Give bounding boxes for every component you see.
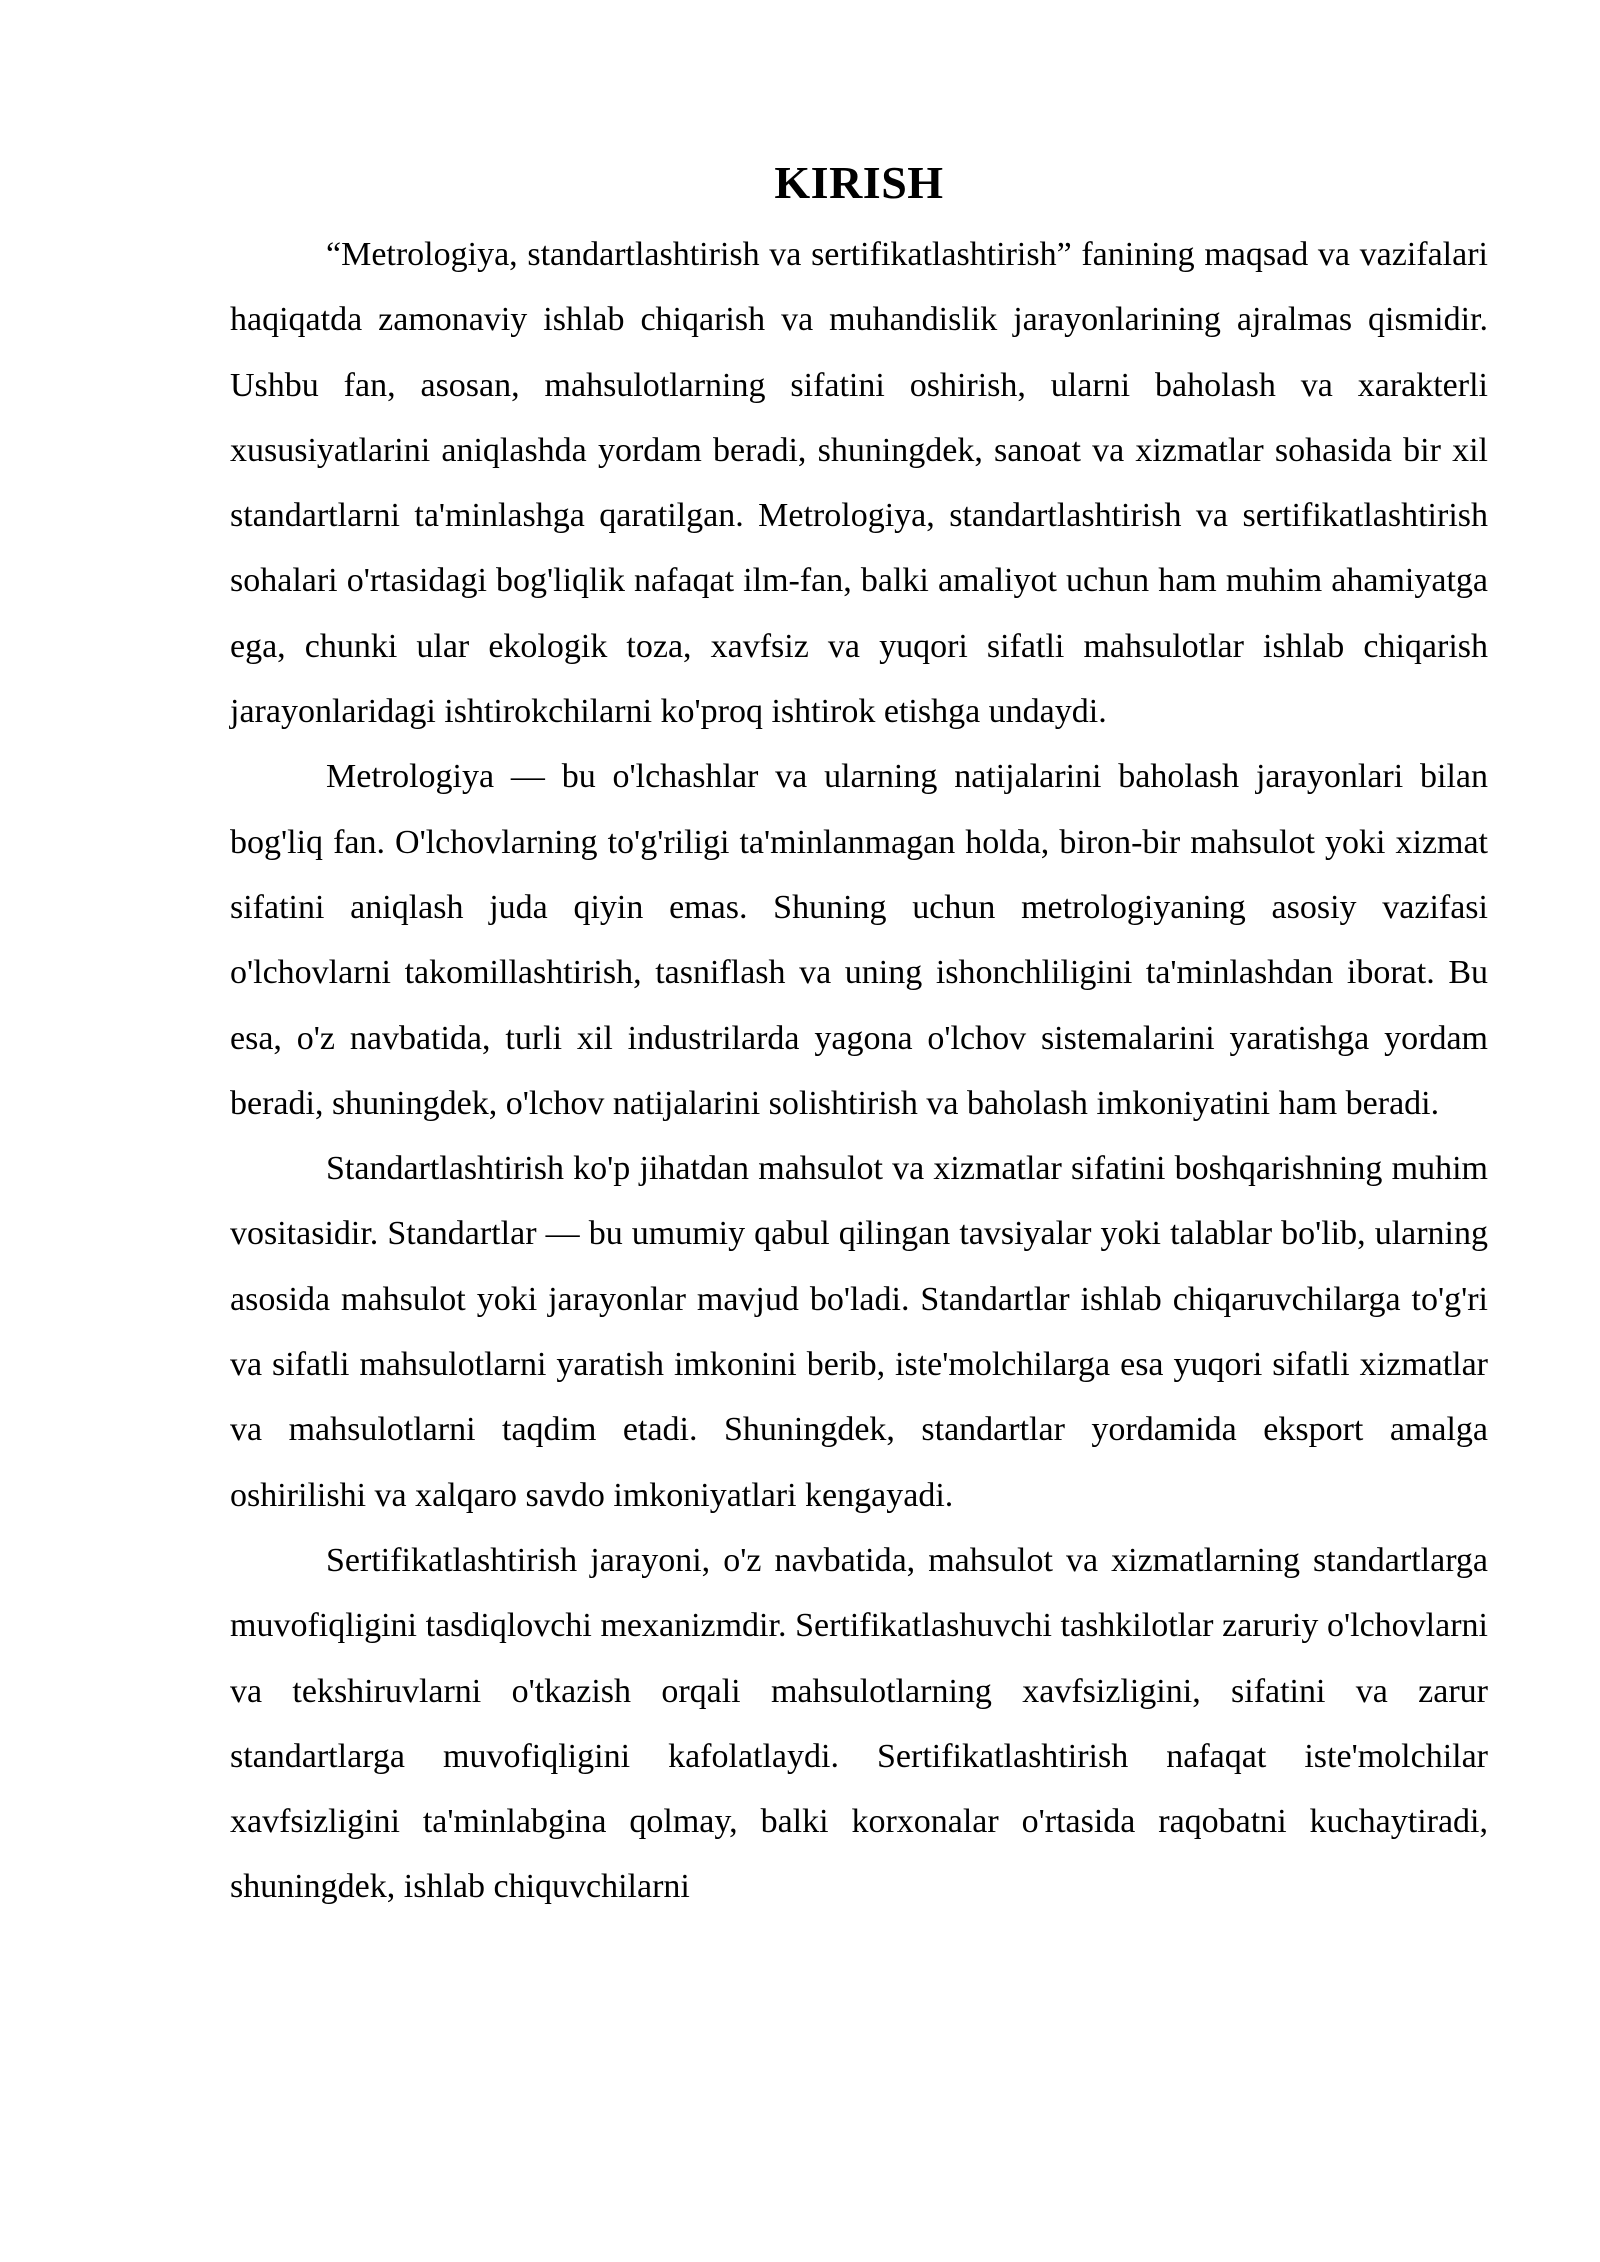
document-body — [230, 150, 1488, 1920]
page-title: KIRISH — [774, 157, 944, 208]
paragraph-standardization: Standartlashtirish ko'p jihatdan mahsulot va xizmatlar sifatini boshqarishning muhim vositasidir. Standartlar — bu umumiy qabul qilingan tavsiyalar yoki talablar bo'lib, ularning asosida mahsulot yoki jarayonlar mavjud bo'ladi. Standartlar ishlab chiqaruvchilarga to'g'ri va sifatli mahsulotlarni yaratish imkonini berib, iste'molchilarga esa yuqori sifatli xizmatlar va mahsulotlarni taqdim etadi. Shuningdek, standartlar yordamida eksport amalga oshirilishi va xalqaro savdo imkoniyatlari kengayadi. — [230, 1150, 1488, 1514]
paragraph-metrology: Metrologiya — bu o'lchashlar va ularning natijalarini baholash jarayonlari bilan bog'liq fan. O'lchovlarning to'g'riligi ta'minlanmagan holda, biron-bir mahsulot yoki xizmat sifatini aniqlash juda qiyin emas. Shuning uchun metrologiyaning asosiy vazifasi o'lchovlarni takomillashtirish, tasniflash va uning ishonchliligini ta'minlashdan iborat. Bu esa, o'z navbatida, turli xil industrilarda yagona o'lchov sistemalarini yaratishga yordam beradi, shuningdek, o'lchov natijalarini solishtirish va baholash imkoniyatini ham beradi. — [230, 758, 1488, 1122]
paragraph-intro: “Metrologiya, standartlashtirish va sertifikatlashtirish” fanining maqsad va vazifalari haqiqatda zamonaviy ishlab chiqarish va muhandislik jarayonlarining ajralmas qismidir. Ushbu fan, asosan, mahsulotlarning sifatini oshirish, ularni baholash va xarakterli xususiyatlarini aniqlashda yordam beradi, shuningdek, sanoat va xizmatlar sohasida bir xil standartlarni ta'minlashga qaratilgan. Metrologiya, standartlashtirish va sertifikatlashtirish sohalari o'rtasidagi bog'liqlik nafaqat ilm-fan, balki amaliyot uchun ham muhim ahamiyatga ega, chunki ular ekologik toza, xavfsiz va yuqori sifatli mahsulotlar ishlab chiqarish jarayonlaridagi ishtirokchilarni ko'proq ishtirok etishga undaydi. — [230, 236, 1488, 731]
paragraph-certification: Sertifikatlashtirish jarayoni, o'z navbatida, mahsulot va xizmatlarning standartlarga muvofiqligini tasdiqlovchi mexanizmdir. Sertifikatlashuvchi tashkilotlar zaruriy o'lchovlarni va tekshiruvlarni o'tkazish orqali mahsulotlarning xavfsizligini, sifatini va zarur standartlarga muvofiqligini kafolatlaydi. Sertifikatlashtirish nafaqat iste'molchilar xavfsizligini ta'minlabgina qolmay, balki korxonalar o'rtasida raqobatni kuchaytiradi, shuningdek, ishlab chiquvchilarni — [230, 1541, 1488, 1906]
